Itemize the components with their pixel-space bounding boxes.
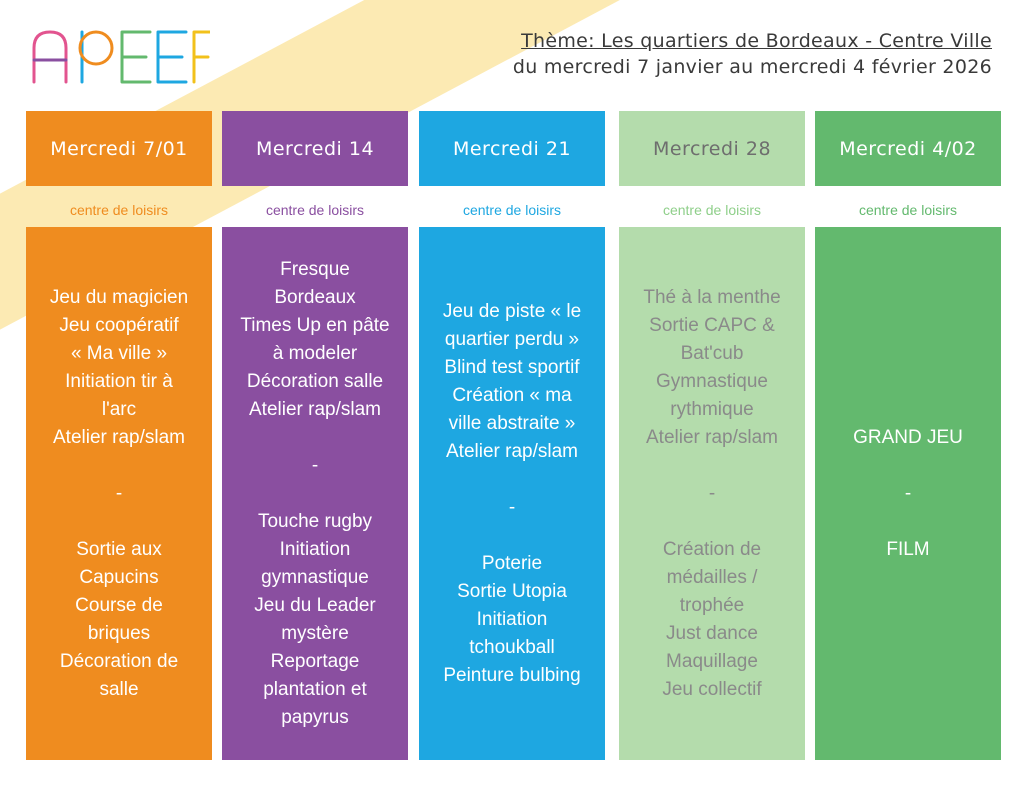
activity-item: Course de (75, 594, 163, 616)
activity-item: - (311, 454, 319, 476)
activity-item: rythmique (670, 398, 754, 420)
activity-item: Création « ma (452, 384, 572, 406)
apeef-logo (30, 26, 210, 86)
theme-block (513, 30, 992, 78)
day-header-5: Mercredi 4/02 (815, 111, 1001, 186)
subtitle-4: centre de loisirs (662, 202, 762, 218)
activity-item: Jeu du Leader (254, 594, 376, 616)
activity-item: ville abstraite » (448, 412, 576, 434)
activity-item: Jeu collectif (662, 678, 762, 700)
activity-item: Jeu de piste « le (442, 300, 582, 322)
activity-item: médailles / (666, 566, 758, 588)
activity-column-2 (222, 227, 408, 760)
day-header-2: Mercredi 14 (222, 111, 408, 186)
activity-column-4 (619, 227, 805, 760)
theme-title: Thème: Les quartiers de Bordeaux - Centre Ville (521, 30, 992, 52)
activity-item: Touche rugby (257, 510, 373, 532)
activity-item: Capucins (79, 566, 159, 588)
activity-item: Atelier rap/slam (249, 398, 381, 420)
activity-item: « Ma ville » (70, 342, 168, 364)
subtitle-3: centre de loisirs (462, 202, 562, 218)
activity-item: - (508, 496, 516, 518)
day-header-4: Mercredi 28 (619, 111, 805, 186)
activity-item: trophée (679, 594, 745, 616)
activity-item: Atelier rap/slam (53, 426, 185, 448)
activity-item: Thé à la menthe (643, 286, 781, 308)
activity-item: Initiation tir à (65, 370, 173, 392)
activity-item: tchoukball (469, 636, 555, 658)
activity-item: Reportage (270, 650, 360, 672)
activity-column-5 (815, 227, 1001, 760)
activity-item: Initiation (279, 538, 351, 560)
activity-item: Fresque (280, 258, 350, 280)
activity-item: Initiation (476, 608, 548, 630)
activity-item: Sortie CAPC & (649, 314, 775, 336)
day-header-3: Mercredi 21 (419, 111, 605, 186)
activity-item: Bat'cub (680, 342, 744, 364)
activity-item: Just dance (666, 622, 758, 644)
activity-item: Atelier rap/slam (646, 426, 778, 448)
activity-item: Gymnastique (656, 370, 768, 392)
activity-item: Bordeaux (274, 286, 356, 308)
day-header-1: Mercredi 7/01 (26, 111, 212, 186)
activity-item: - (904, 482, 912, 504)
activity-item: Jeu du magicien (49, 286, 189, 308)
activity-item: salle (99, 678, 139, 700)
activity-item: plantation et (263, 678, 367, 700)
activity-item: Jeu coopératif (59, 314, 179, 336)
activity-item: gymnastique (261, 566, 369, 588)
activity-item: briques (87, 622, 151, 644)
activity-item: Création de (662, 538, 762, 560)
activity-item: Sortie Utopia (457, 580, 567, 602)
activity-item: FILM (886, 538, 930, 560)
activity-item: GRAND JEU (853, 426, 963, 448)
activity-column-3 (419, 227, 605, 760)
activity-item: Décoration de (59, 650, 179, 672)
activity-item: papyrus (281, 706, 349, 728)
activity-item: - (708, 482, 716, 504)
activity-item: Times Up en pâte (240, 314, 390, 336)
date-range: du mercredi 7 janvier au mercredi 4 février 2026 (512, 56, 992, 78)
activity-item: - (115, 482, 123, 504)
activity-item: Poterie (481, 552, 543, 574)
activity-item: Sortie aux (76, 538, 162, 560)
activity-item: Peinture bulbing (443, 664, 581, 686)
subtitle-5: centre de loisirs (858, 202, 958, 218)
activity-item: mystère (281, 622, 349, 644)
activity-item: à modeler (272, 342, 358, 364)
subtitle-1: centre de loisirs (69, 202, 169, 218)
activity-item: Maquillage (666, 650, 758, 672)
activity-column-1 (26, 227, 212, 760)
activity-item: l'arc (101, 398, 137, 420)
activity-item: quartier perdu » (444, 328, 580, 350)
subtitle-2: centre de loisirs (265, 202, 365, 218)
activity-item: Décoration salle (246, 370, 384, 392)
activity-item: Blind test sportif (444, 356, 580, 378)
activity-item: Atelier rap/slam (446, 440, 578, 462)
